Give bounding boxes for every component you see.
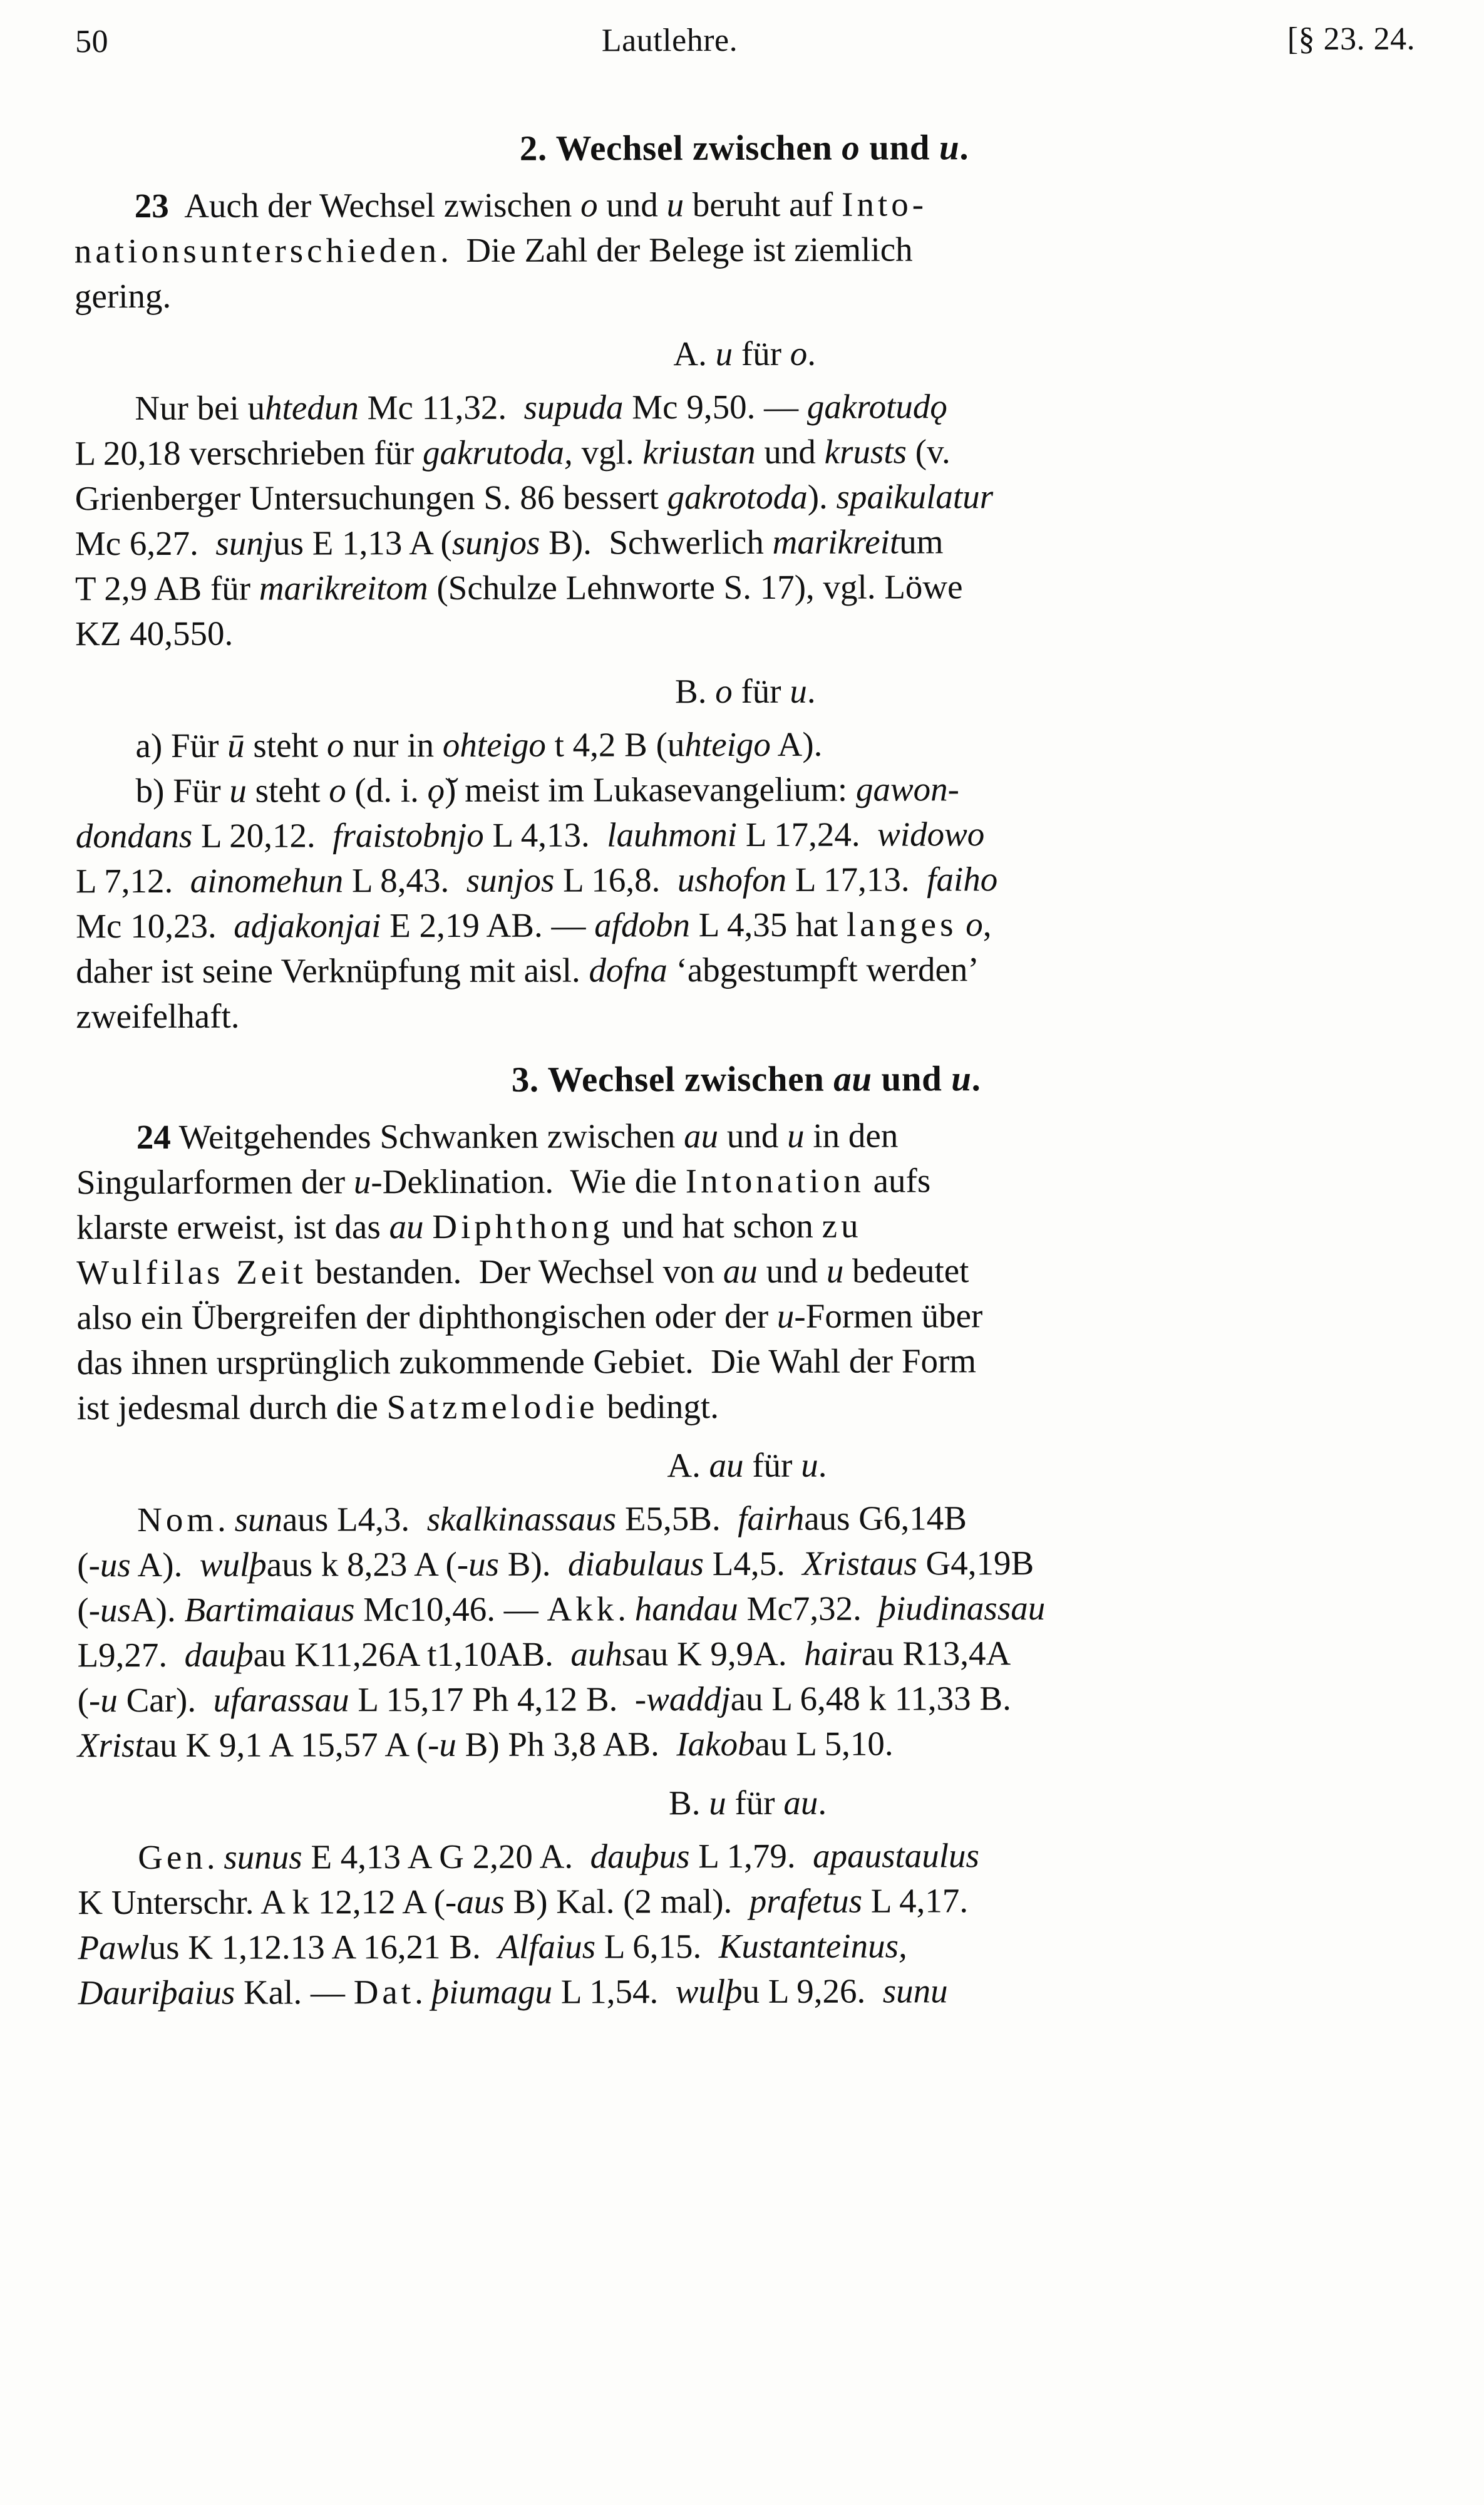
running-section-reference: [§ 23. 24. — [1287, 21, 1416, 58]
heading-section-3: 3. Wechsel zwischen au und u. — [511, 1059, 981, 1100]
text-line: klarste erweist, ist das au Diphthong und hat schon zu — [76, 1206, 862, 1247]
paragraph-23 — [75, 181, 1414, 319]
text-line: Xristau K 9,1 A 15,57 A (-u B) Ph 3,8 AB. Iakobau L 5,10. — [77, 1724, 894, 1765]
text-line: (-u Car). ufarassau L 15,17 Ph 4,12 B. -waddjau L 6,48 k 11,33 B. — [77, 1679, 1011, 1720]
text-line: Grienberger Untersuchungen S. 86 bessert gakrotoda). spaikulatur — [75, 477, 994, 518]
paragraph-B-u-fuer-au — [78, 1832, 1418, 2015]
text-line: nationsunterschieden. Die Zahl der Belege ist ziemlich — [74, 230, 913, 271]
paragraph-24 — [76, 1112, 1417, 1430]
heading-section-2 — [74, 129, 1414, 167]
text-line: Nom. sunaus L4,3. skalkinassaus E5,5B. fairhaus G6,14B — [137, 1499, 967, 1539]
text-line: (-usA). Bartimaiaus Mc10,46. — Akk. handau Mc7,32. þiudinassau — [77, 1588, 1046, 1630]
text-column — [74, 105, 1418, 2015]
paragraph-A-au-fuer-u — [77, 1495, 1418, 1768]
text-line: Mc 6,27. sunjus E 1,13 A (sunjos B). Schwerlich marikreitum — [75, 522, 944, 563]
text-line: gering. — [74, 276, 172, 316]
text-line: 23 Auch der Wechsel zwischen o und u beruht auf Into- — [134, 185, 928, 225]
heading-B-u-fuer-au: B. u für au. — [668, 1783, 827, 1822]
text-line: L 20,18 verschrieben für gakrutoda, vgl. kriustan und krusts (v. — [75, 432, 951, 473]
text-line: daher ist seine Verknüpfung mit aisl. dofna ‘abgestumpft werden’ — [76, 950, 979, 991]
text-line: K Unterschr. A k 12,12 A (-aus B) Kal. (2 mal). prafetus L 4,17. — [78, 1881, 969, 1922]
text-line: (-us A). wulþaus k 8,23 A (-us B). diabulaus L4,5. Xristaus G4,19B — [77, 1544, 1034, 1584]
text-line: das ihnen ursprünglich zukommende Gebiet. Die Wahl der Form — [76, 1341, 977, 1382]
text-line: Singularformen der u-Deklination. Wie die Intonation aufs — [76, 1161, 931, 1202]
heading-A-u-fuer-o: A. u für o. — [673, 334, 817, 373]
text-line: also ein Übergreifen der diphthongischen oder der u-Formen über — [76, 1296, 983, 1337]
folio-number: 50 — [75, 24, 109, 60]
text-line: L 7,12. ainomehun L 8,43. sunjos L 16,8. ushofon L 17,13. faiho — [75, 860, 998, 901]
text-line: zweifelhaft. — [76, 996, 240, 1036]
text-line: dondans L 20,12. fraistobnjo L 4,13. lauhmoni L 17,24. widowo — [75, 815, 985, 855]
text-line: KZ 40,550. — [75, 614, 234, 653]
paragraph-A-u-fuer-o — [75, 383, 1415, 656]
text-line: L9,27. dauþau K11,26A t1,10AB. auhsau K 9,9A. hairau R13,4A — [77, 1634, 1011, 1675]
heading-B-o-fuer-u: B. o für u. — [674, 671, 816, 711]
text-line: b) Für u steht o (d. i. ǫ̆) meist im Lukasevangelium: gawon- — [135, 770, 959, 810]
paragraph-B-b — [76, 766, 1416, 1039]
paragraph-B-a — [75, 721, 1415, 768]
heading-section-2-text: 2. Wechsel zwischen o und u. — [519, 128, 969, 168]
text-line: Pawlus K 1,12.13 A 16,21 B. Alfaius L 6,15. Kustanteinus, — [78, 1926, 907, 1967]
text-line: ist jedesmal durch die Satzmelodie bedingt. — [76, 1387, 719, 1427]
text-line: T 2,9 AB für marikreitom (Schulze Lehnworte S. 17), vgl. Löwe — [75, 567, 963, 608]
text-line: 24 Weitgehendes Schwanken zwischen au und u in den — [136, 1116, 899, 1157]
text-line: Wulfilas Zeit bestanden. Der Wechsel von au und u bedeutet — [76, 1251, 969, 1292]
running-title: Lautlehre. — [601, 23, 738, 59]
text-line: a) Für ū steht o nur in ohteigo t 4,2 B (uhteigo A). — [135, 725, 823, 765]
heading-A-au-fuer-u: A. au für u. — [667, 1445, 827, 1485]
text-line: Nur bei uhtedun Mc 11,32. supuda Mc 9,50. — gakrotudǫ — [135, 387, 947, 428]
running-head — [75, 23, 1415, 69]
text-line: Gen. sunus E 4,13 A G 2,20 A. dauþus L 1,79. apaustaulus — [138, 1836, 979, 1877]
text-line: Dauriþaius Kal. — Dat. þiumagu L 1,54. wulþu L 9,26. sunu — [78, 1971, 948, 2012]
text-line: Mc 10,23. adjakonjai E 2,19 AB. — afdobn L 4,35 hat langes o, — [76, 905, 992, 946]
